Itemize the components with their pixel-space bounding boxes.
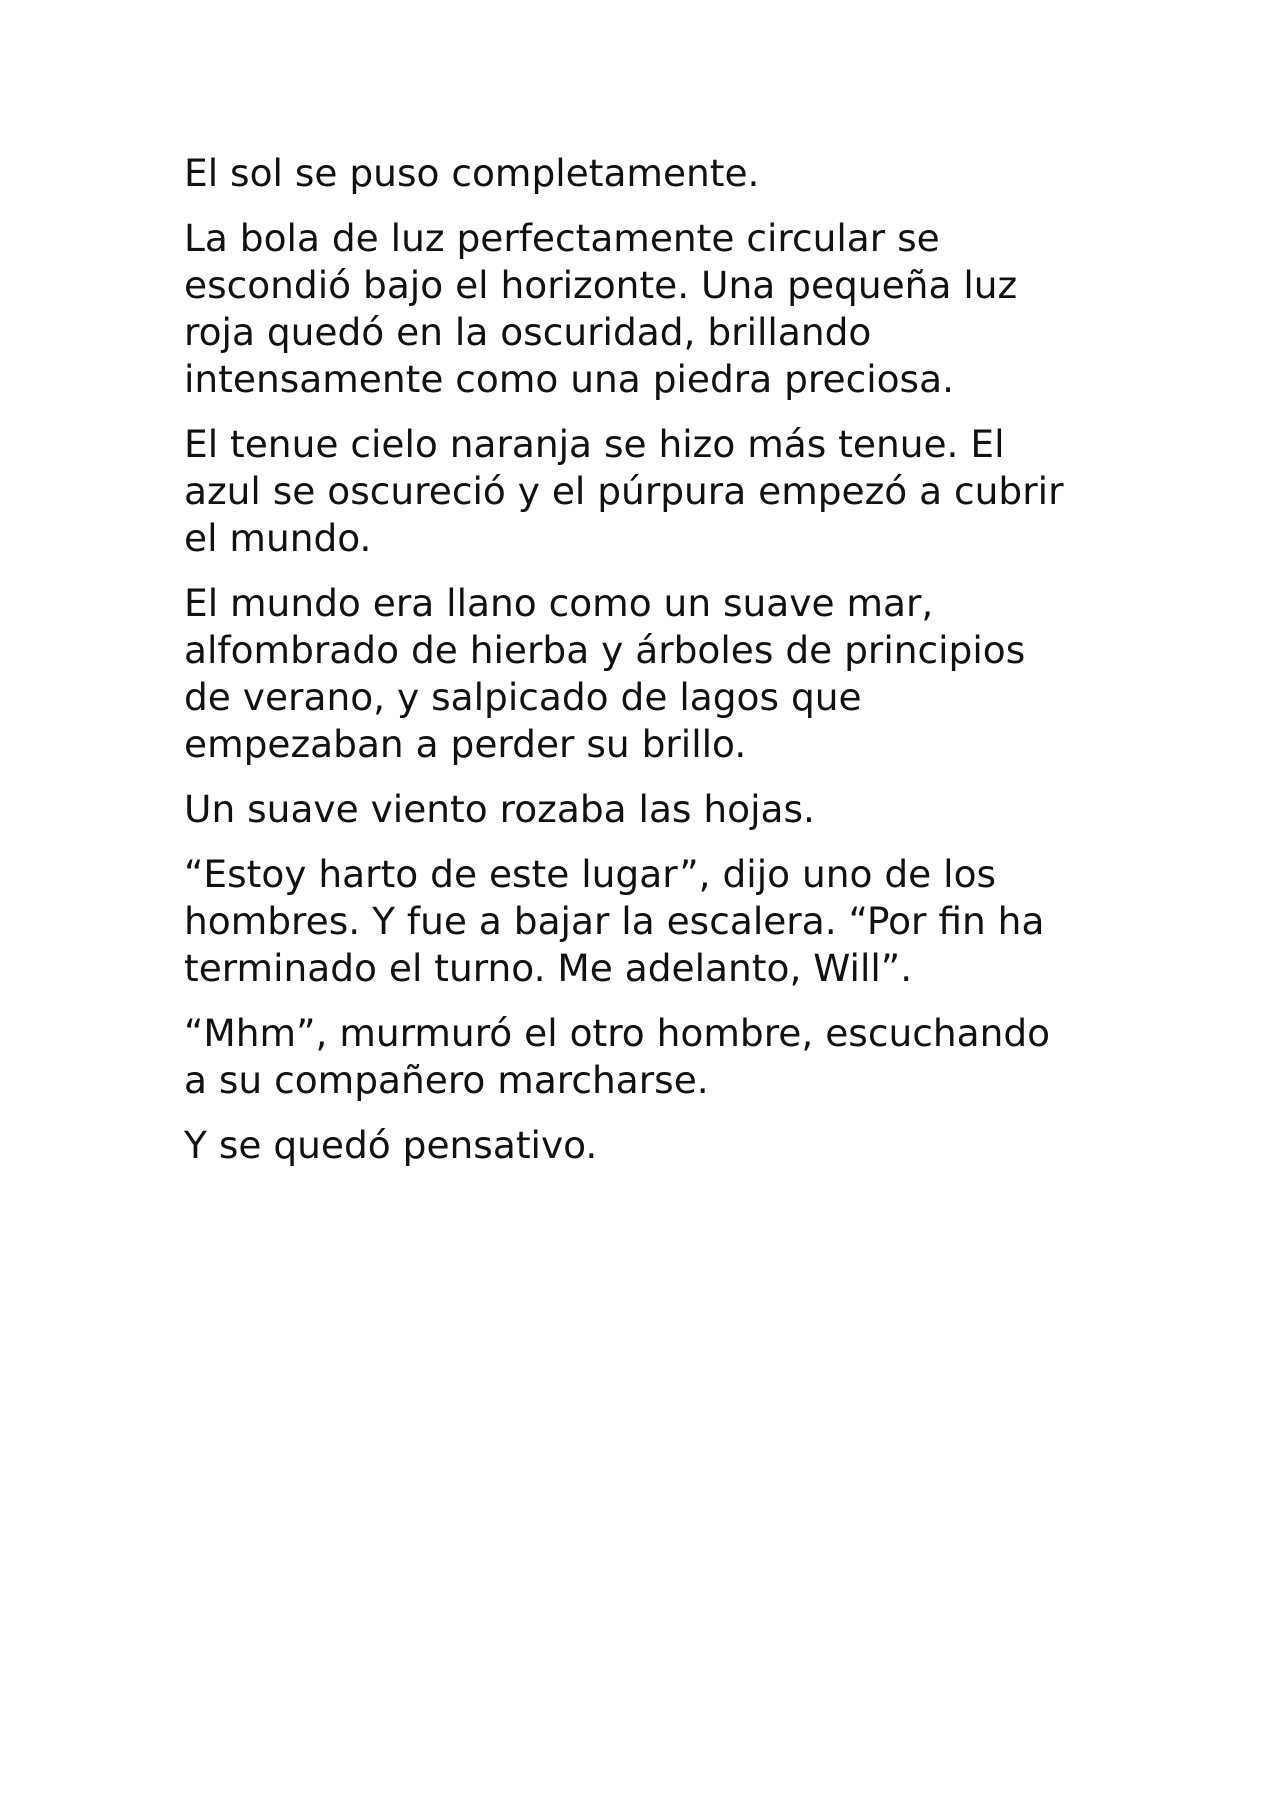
- paragraph-8: Y se quedó pensativo.: [184, 1123, 598, 1167]
- paragraph-3: El tenue cielo naranja se hizo más tenue. El azul se oscureció y el púrpura empezó a cubrir el mundo.: [184, 422, 1064, 560]
- paragraph-6: “Estoy harto de este lugar”, dijo uno de los hombres. Y fue a bajar la escalera. “Por fin ha terminado el turno. Me adelanto, Will”.: [184, 852, 1045, 990]
- paragraph-1: El sol se puso completamente.: [184, 151, 760, 195]
- paragraph-7: “Mhm”, murmuró el otro hombre, escuchando a su compañero marcharse.: [184, 1011, 1051, 1102]
- paragraph-4: El mundo era llano como un suave mar, alfombrado de hierba y árboles de principios de verano, y salpicado de lagos que empezaban a perder su brillo.: [184, 581, 1026, 766]
- paragraph-2: La bola de luz perfectamente circular se escondió bajo el horizonte. Una pequeña luz roja quedó en la oscuridad, brillando intensamente como una piedra preciosa.: [184, 216, 1018, 401]
- document-page: [184, 150, 1124, 1187]
- paragraph-5: Un suave viento rozaba las hojas.: [184, 787, 815, 831]
